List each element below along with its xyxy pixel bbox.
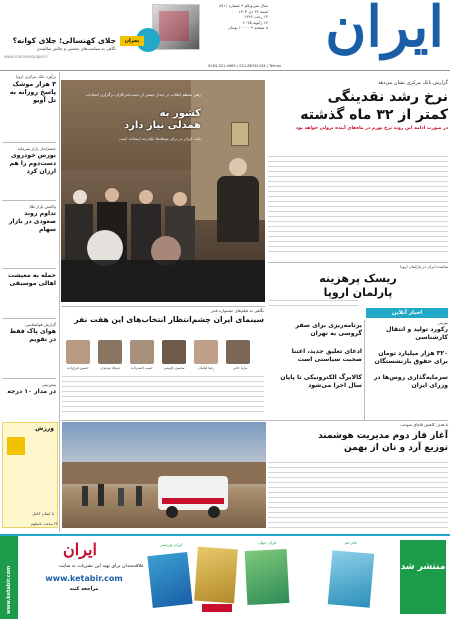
section-label: اخبار آنلاین <box>366 308 448 318</box>
mid-brief[interactable]: ادعای تعلیق جدید، اعتنا صحبت سیاستی است <box>291 348 362 363</box>
left-headline: هوای پاک فقط در تقویم <box>9 327 56 343</box>
ad-side-text: منتشر شد <box>400 540 446 614</box>
left-kicker: پیش‌بینی <box>41 382 56 387</box>
right-briefs <box>366 320 448 390</box>
sports-logo-icon <box>7 437 25 455</box>
mid-brief[interactable]: کالابرگ الکترونیکی تا پایان سال اجرا می‌شود <box>280 374 362 389</box>
mid-brief[interactable]: برنامه‌ریزی برای سفر گروسی به تهران <box>295 322 362 337</box>
left-kicker: گزارش هواشناسی <box>24 322 56 327</box>
ad-site[interactable]: www.ketabir.com <box>45 574 123 583</box>
lead-kicker: گزارش بانک مرکزی نشان می‌دهد <box>377 80 448 86</box>
ad-cta: مراجعه کنند <box>69 586 99 592</box>
left-item-6[interactable] <box>2 382 56 396</box>
website-url[interactable]: www.irannewspaper.ir <box>4 54 49 59</box>
ad-text: علاقه‌مندان برای تهیه این نشریات به سایت <box>58 564 144 569</box>
magazine-cover <box>328 550 375 607</box>
cinema-kicker: نگاهی به فیلم‌های جشنواره فجر <box>210 308 264 313</box>
ad-vertical-url: www.ketabir.com <box>6 565 12 614</box>
right-brief[interactable]: ۳۲۰ هزار میلیارد تومان برای حقوق بازنشستگان <box>374 349 448 365</box>
judge-photo <box>130 340 154 364</box>
lead-title: نرخ رشد نقدینگی کمتر از ۳۲ ماه گذشته <box>300 89 448 123</box>
photo-story-kicker: رهبر معظم انقلاب در دیدار جمعی از دست‌اندرکاران برگزاری انتخابات <box>85 92 201 97</box>
promo-badge: بحران <box>120 36 144 46</box>
left-headline: بورس خودروی دست‌دوم را هم ارزان کرد <box>9 151 56 175</box>
right-brief[interactable]: بورس رکورد تولید و انتقال کارشناسی <box>386 320 448 341</box>
magazine-cover <box>245 549 290 605</box>
left-item-3[interactable] <box>2 204 56 234</box>
judge-photo <box>194 340 218 364</box>
lead-story[interactable] <box>268 80 448 132</box>
europe-body <box>268 300 358 310</box>
masthead <box>0 0 450 68</box>
judge-photo <box>66 340 90 364</box>
left-kicker: واکنش بازار طلا <box>29 204 56 209</box>
sports-box[interactable] <box>2 422 58 528</box>
mag-label: ایران جوان <box>257 540 277 545</box>
judge-names: حسین فرخ‌زاده فرهاد توحیدی حبیب احمدزاده محسن چاوشی رضا کیانیان ماریا خانی <box>67 366 248 370</box>
photo-caption: ۲۴ ساعت نامعلوم <box>31 522 58 526</box>
left-item-2[interactable] <box>2 146 56 176</box>
cinema-title: سینمای ایران چشم‌انتظار انتخاب‌های این هفت نفر <box>74 314 264 324</box>
lead-sub: در صورت ادامه این روند نرخ تورم در ماه‌های آینده نزولی خواهد بود <box>295 126 448 131</box>
fuel-title: آغاز فاز دوم مدیریت هوشمند توزیع آرد و نان از بهمن <box>318 430 448 453</box>
promo-sub: نگاهی به سیاست‌های جمعیتی و چالش سالمندی <box>36 46 116 51</box>
mid-briefs <box>276 322 362 390</box>
left-headline: تداوم روند صعودی در بازار سهام <box>8 209 56 233</box>
sports-sub: با ایمان کامل <box>32 511 54 516</box>
left-headline: در مدار ۱۰ درجه <box>7 387 56 395</box>
europe-kicker: نماینده ایران در پارلمان اروپا <box>400 264 448 269</box>
left-kicker: برآورد بانک مرکزی اروپا <box>16 74 56 79</box>
sports-title: ورزش <box>35 425 54 432</box>
phone-line: 0263-321-4465 | 021-88761234 | Tehran <box>208 64 282 68</box>
lead-body <box>268 156 448 256</box>
ad-vertical-strip <box>0 536 18 619</box>
fuel-truck-photo <box>62 422 266 528</box>
masthead-divider <box>0 70 450 71</box>
ad-red-label <box>202 604 232 612</box>
leader-photo <box>61 80 265 302</box>
mag-label: ایران ورزشی <box>159 542 183 547</box>
fuel-story[interactable] <box>268 422 448 454</box>
cinema-body <box>62 376 264 416</box>
photo-story-caption: ملت ایران در برابر توطئه‌ها یکپارچه ایستاده است <box>118 136 201 141</box>
judge-photo <box>226 340 250 364</box>
right-brief[interactable]: سرمایه‌گذاری روس‌ها در وزرای ایران <box>373 373 448 389</box>
europe-title: ریسک پرهزینه پارلمان اروپا <box>319 271 397 299</box>
fuel-body <box>268 462 448 530</box>
newspaper-logo: ایران <box>325 0 444 60</box>
left-item-1[interactable] <box>2 74 56 104</box>
judge-photo <box>162 340 186 364</box>
left-headline: ۳ هزار موشک پاسخ روزانه به تل آویو <box>9 79 56 104</box>
promo-headline[interactable]: جلای کهنسالی؛ جلای کوانه؟ <box>12 36 116 45</box>
left-item-5[interactable] <box>2 322 56 344</box>
portrait-frame <box>231 122 249 146</box>
mag-label: جام جم <box>344 540 358 545</box>
left-headline: حمله به معیشت اهالی موسیقی <box>8 272 56 287</box>
judge-photo <box>98 340 122 364</box>
left-kicker: چشم‌انداز بازار سرمایه <box>17 146 56 151</box>
cinema-story[interactable] <box>62 308 264 325</box>
fuel-kicker: با هدف کاهش قاچاق سوخت <box>400 422 448 427</box>
left-column <box>0 72 58 532</box>
left-item-4[interactable] <box>2 272 56 288</box>
ad-banner[interactable] <box>0 534 450 619</box>
europe-story[interactable] <box>268 264 448 300</box>
ad-logo: ایران <box>63 540 97 559</box>
truck <box>158 476 228 510</box>
magazine-cover <box>147 552 192 608</box>
magazine-cover <box>194 547 238 604</box>
issue-info: سال سی‌ویکم • شماره ۸۷۱۱ شنبه ۲۴ دی ۱۴۰۳ ۱۳ رجب ۱۴۴۶ ۱۴ ژانویه ۲۰۲۵ ۸ صفحه • ۱۰۰۰۰ تومان <box>218 3 268 30</box>
photo-story-title[interactable]: کشور به همدلی نیاز دارد <box>123 108 201 131</box>
